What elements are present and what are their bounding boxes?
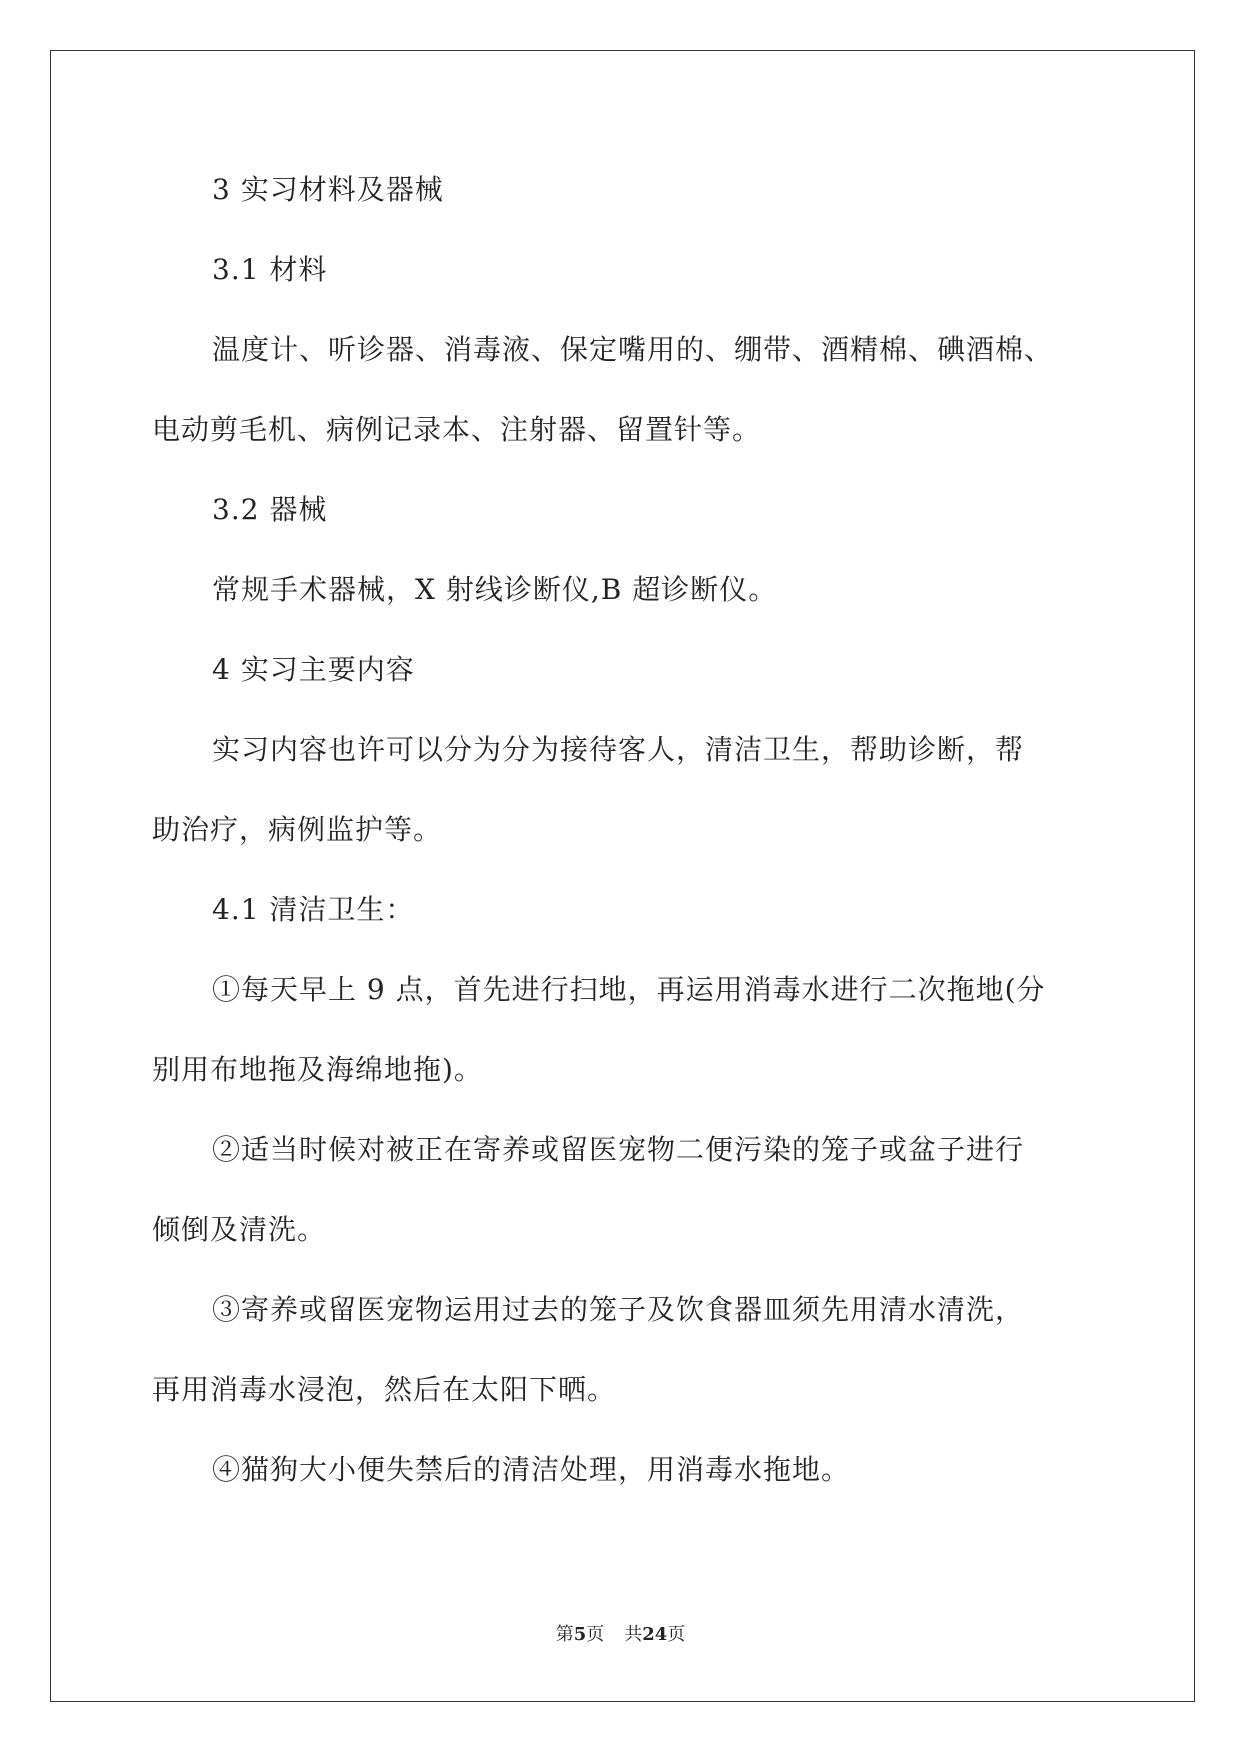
paragraph-line: 倾倒及清洗。 (152, 1213, 327, 1246)
paragraph-line: 实习内容也许可以分为分为接待客人，清洁卫生，帮助诊断，帮 (212, 733, 1025, 766)
paragraph-line: 电动剪毛机、病例记录本、注射器、留置针等。 (152, 413, 762, 446)
paragraph-line: 再用消毒水浸泡，然后在太阳下晒。 (152, 1373, 617, 1406)
footer-page-prefix: 第 (555, 1624, 574, 1645)
footer-total-prefix: 共 (624, 1624, 643, 1645)
footer-page-number: 5 (573, 1624, 587, 1645)
page-footer (0, 1623, 1241, 1647)
paragraph-line: ②适当时候对被正在寄养或留医宠物二便污染的笼子或盆子进行 (212, 1133, 1025, 1166)
footer-total-pages: 24 (642, 1624, 668, 1645)
paragraph-line: 别用布地拖及海绵地拖)。 (152, 1053, 483, 1086)
subsection-heading-4-1: 4.1 清洁卫生： (212, 893, 415, 926)
section-heading-4: 4 实习主要内容 (212, 653, 415, 686)
paragraph-line: 常规手术器械，X 射线诊断仪,B 超诊断仪。 (212, 573, 778, 606)
subsection-heading-3-2: 3.2 器械 (212, 493, 328, 526)
section-heading-3: 3 实习材料及器械 (212, 173, 444, 206)
footer-page-suffix: 页 (586, 1624, 605, 1645)
paragraph-line: ④猫狗大小便失禁后的清洁处理，用消毒水拖地。 (212, 1453, 851, 1486)
paragraph-line: 温度计、听诊器、消毒液、保定嘴用的、绷带、酒精棉、碘酒棉、 (212, 333, 1054, 366)
paragraph-line: ③寄养或留医宠物运用过去的笼子及饮食器皿须先用清水清洗， (212, 1293, 1025, 1326)
footer-total-suffix: 页 (667, 1624, 686, 1645)
subsection-heading-3-1: 3.1 材料 (212, 253, 328, 286)
paragraph-line: ①每天早上 9 点，首先进行扫地，再运用消毒水进行二次拖地(分 (212, 973, 1046, 1006)
paragraph-line: 助治疗，病例监护等。 (152, 813, 443, 846)
